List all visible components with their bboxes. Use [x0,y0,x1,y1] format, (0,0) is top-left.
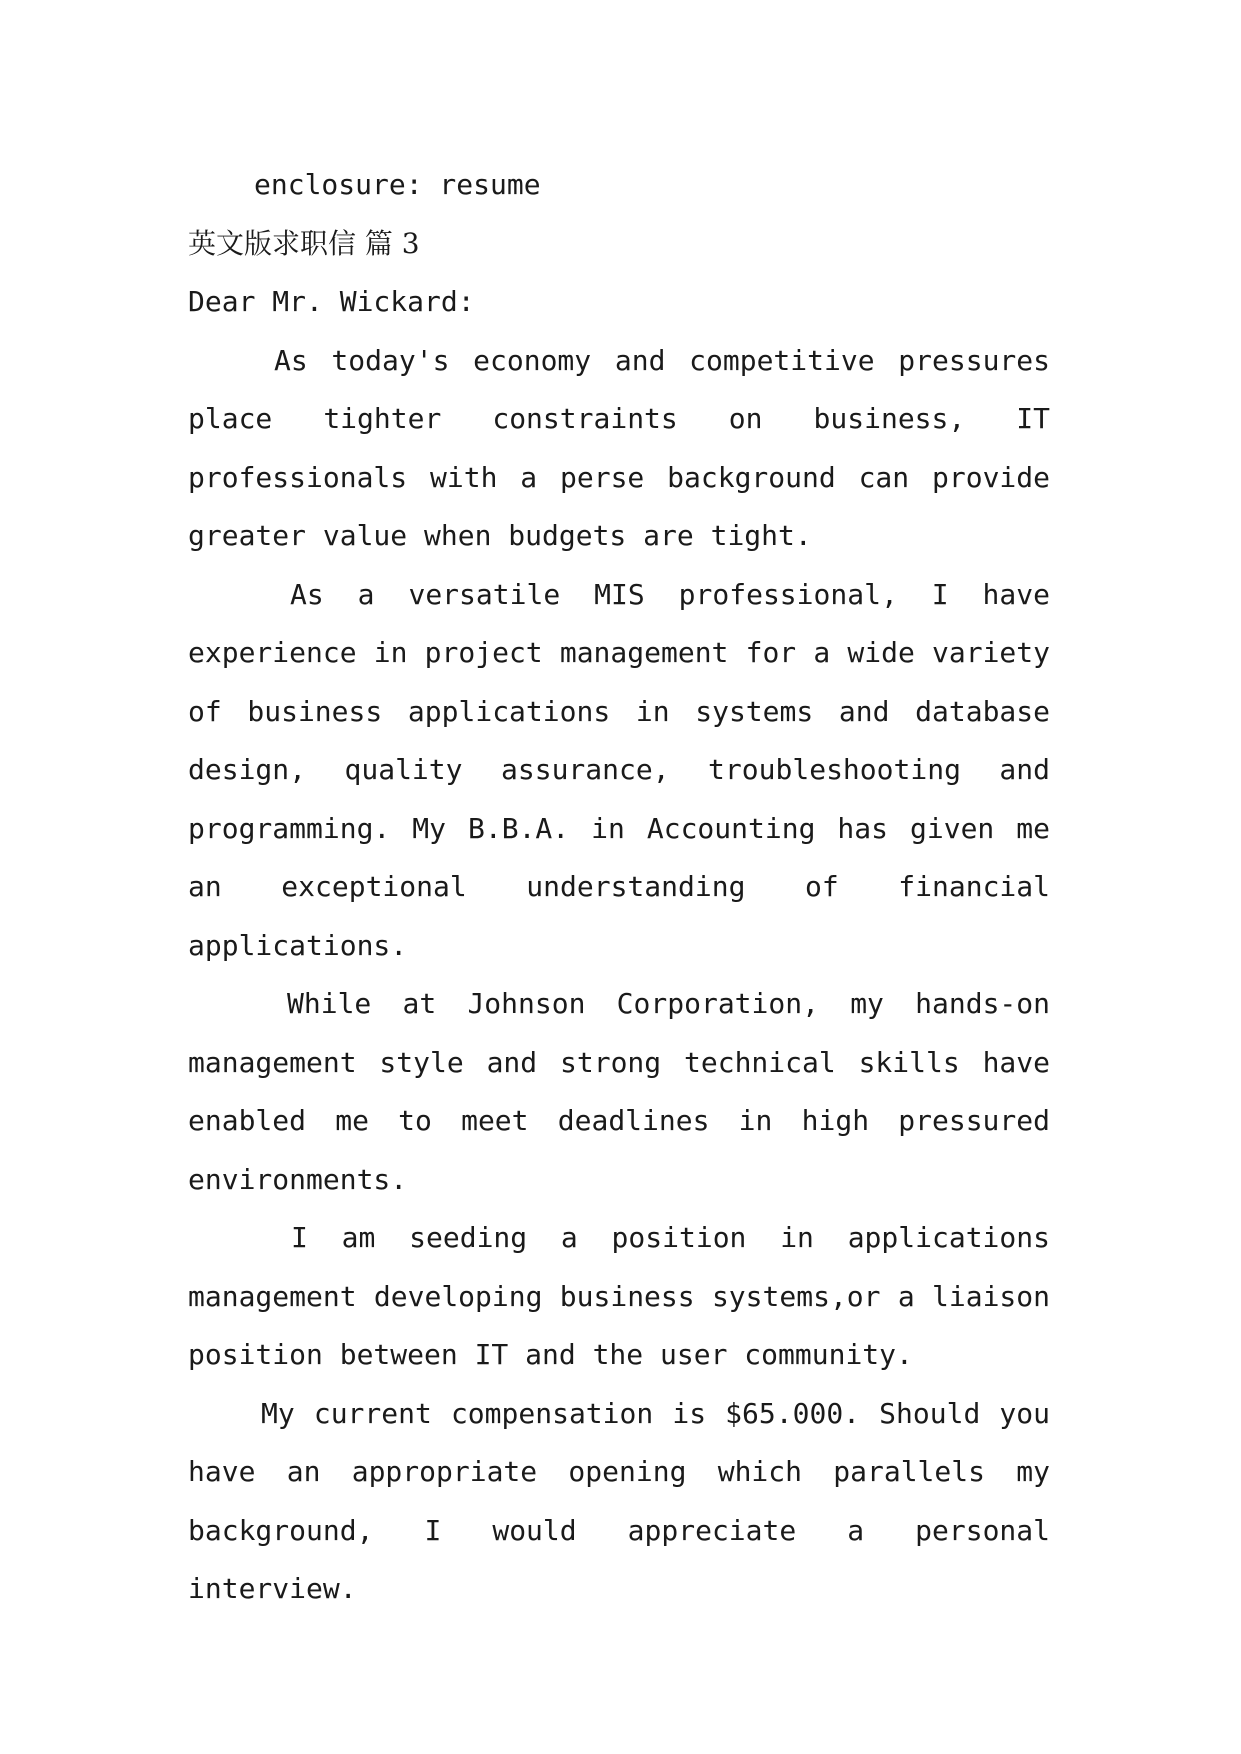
salutation: Dear Mr. Wickard: [188,285,475,318]
section-heading: 英文版求职信 篇 3 [188,226,420,260]
paragraph: My current compensation is $65.000. Should you have an appropriate opening which parallels my background, I would appreciate a personal interview. [188,1396,1050,1605]
letter-body [188,156,1050,1619]
paragraph: While at Johnson Corporation, my hands-on management style and strong technical skills have enabled me to meet deadlines in high pressured environments. [188,987,1050,1196]
paragraph: I am seeding a position in applications management developing business systems,or a liaison position between IT and the user community. [188,1221,1050,1371]
paragraph: As today's economy and competitive pressures place tighter constraints on business, IT professionals with a perse background can provide greater value when budgets are tight. [188,343,1050,552]
enclosure-line: enclosure: resume [254,168,541,201]
paragraph: As a versatile MIS professional, I have experience in project management for a wide variety of business applications in systems and database design, quality assurance, troubleshooting and programming. My B.B.A. in Accounting has given me an exceptional understanding of financial applications. [188,577,1050,962]
